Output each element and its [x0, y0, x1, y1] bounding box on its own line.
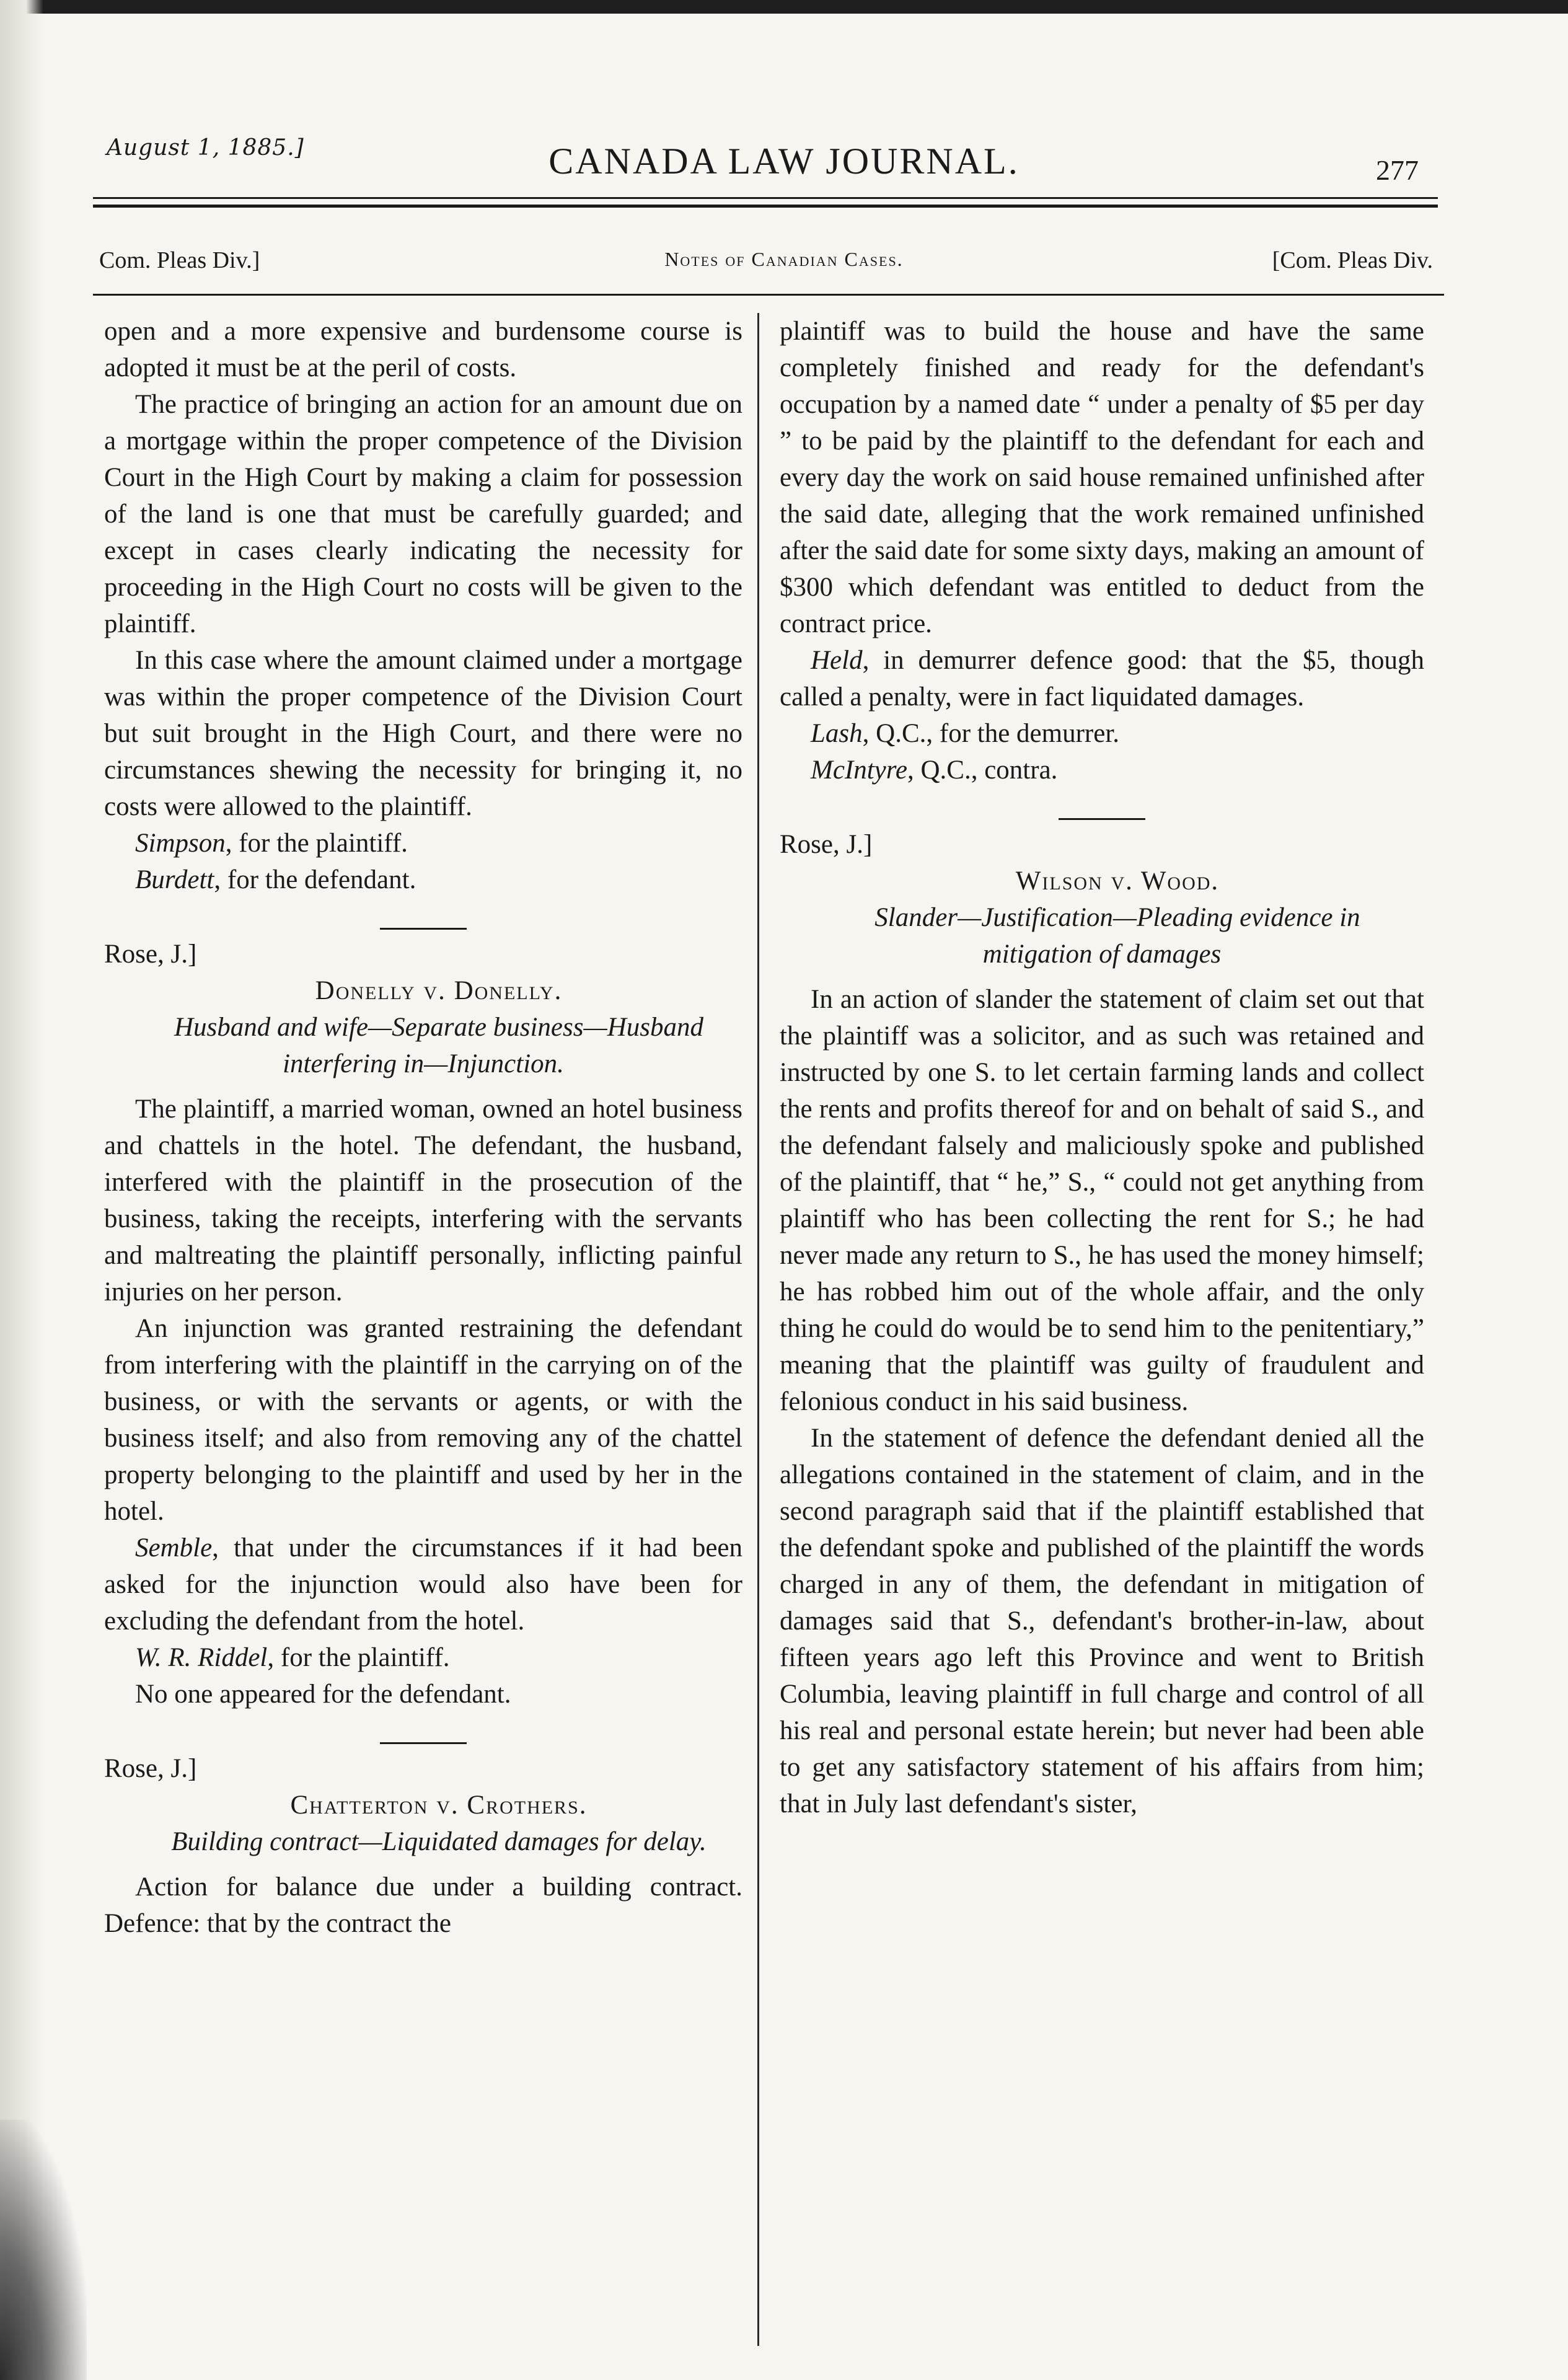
- section-title: Notes of Canadian Cases.: [664, 248, 904, 270]
- case-separator: [380, 928, 467, 930]
- counsel-name: McIntyre: [811, 756, 907, 785]
- page-number: 277: [1376, 154, 1419, 186]
- right-column: [780, 313, 1424, 1822]
- paragraph: plaintiff was to build the house and have the same completely finished and ready for the defendant's occupation by a named date “ under a penalty of $5 per day ” to be paid by the plaintiff to the defendant for each and every day the work on said house remained unfinished after the said date, alleging that the work remained unfinished after the said date for some sixty days, making an amount of $300 which defendant was entitled to deduct from the contract price.: [780, 317, 1424, 638]
- left-column: [104, 313, 742, 1942]
- counsel-line: Lash, Q.C., for the demurrer.: [811, 719, 1120, 748]
- subheader-rule: [93, 294, 1444, 296]
- counsel-line: Burdett, for the defendant.: [135, 865, 416, 894]
- case-separator: [1059, 818, 1145, 820]
- paragraph: The practice of bringing an action for an amount due on a mortgage within the proper competence of the Division Court in the High Court by making a claim for possession of the land is one that must be carefully guarded; and except in cases clearly indicating the necessity for proceeding in the High Court no costs will be given to the plaintiff.: [104, 390, 742, 638]
- division-tag-left: Com. Pleas Div.]: [99, 247, 260, 273]
- paragraph: Held, in demurrer defence good: that the $5, though called a penalty, were in fact liquidated damages.: [780, 646, 1424, 712]
- counsel-line: McIntyre, Q.C., contra.: [811, 756, 1058, 785]
- scan-corner-shadow: [0, 2120, 87, 2380]
- column-divider: [757, 313, 759, 2346]
- counsel-line: Simpson, for the plaintiff.: [135, 829, 408, 858]
- paragraph: In an action of slander the statement of claim set out that the plaintiff was a solicitor, and as such was retained and instructed by one S. to let certain farming lands and collect the rents and profits thereof for and on behalt of said S., and the defendant falsely and maliciously spoke and published of the plaintiff, that “ he,” S., “ could not get anything from plaintiff who has been collecting the rent for S.; he had never made any return to S., he has used the money himself; he has robbed him out of the whole affair, and the only thing he could do would be to send him to the penitentiary,” meaning that the plaintiff was guilty of fraudulent and felonious conduct in his said business.: [780, 985, 1424, 1416]
- counsel-name: Simpson: [135, 829, 226, 858]
- counsel-name: Lash: [811, 719, 863, 748]
- paragraph: Action for balance due under a building contract. Defence: that by the contract the: [104, 1872, 742, 1938]
- counsel-name: Burdett: [135, 865, 214, 894]
- case-subtitle: Slander—Justification—Pleading evidence in mitigation of damages: [874, 903, 1360, 969]
- paragraph: open and a more expensive and burdensome course is adopted it must be at the peril of costs.: [104, 317, 742, 382]
- case-title: Donelly v. Donelly.: [315, 976, 563, 1005]
- case-subtitle: Husband and wife—Separate business—Husband interfering in—Injunction.: [174, 1013, 704, 1078]
- counsel-line: No one appeared for the defendant.: [135, 1680, 511, 1709]
- paragraph: Semble, that under the circumstances if it had been asked for the injunction would also have been for excluding the defendant from the hotel.: [104, 1533, 742, 1636]
- paragraph: In this case where the amount claimed under a mortgage was within the proper competence of the Division Court but suit brought in the High Court, and there were no circumstances shewing the necessity for bringing it, no costs were allowed to the plaintiff.: [104, 646, 742, 821]
- issue-date: August 1, 1885.]: [107, 135, 304, 161]
- judge-heading: Rose, J.]: [104, 1754, 197, 1783]
- header-rule-top: [93, 197, 1438, 199]
- case-title: Wilson v. Wood.: [1015, 866, 1220, 896]
- counsel-line: W. R. Riddel, for the plaintiff.: [135, 1643, 450, 1672]
- case-separator: [380, 1742, 467, 1744]
- case-subtitle: Building contract—Liquidated damages for delay.: [171, 1827, 707, 1856]
- paragraph: In the statement of defence the defendant denied all the allegations contained in the statement of claim, and in the second paragraph said that if the plaintiff established that the defendant spoke and published of the plaintiff the words charged in any of them, the defendant in mitigation of damages said that S., defendant's brother-in-law, about fifteen years ago left this Province and went to British Columbia, leaving plaintiff in full charge and control of all his real and personal estate herein; but never had been able to get any satisfactory statement of his affairs from him; that in July last defendant's sister,: [780, 1424, 1424, 1818]
- journal-title: CANADA LAW JOURNAL.: [548, 141, 1020, 182]
- judge-heading: Rose, J.]: [104, 940, 197, 969]
- scan-top-border: [0, 0, 1568, 14]
- counsel-name: W. R. Riddel: [135, 1643, 268, 1672]
- header-rule-bottom: [93, 205, 1438, 208]
- division-tag-right: [Com. Pleas Div.: [1272, 247, 1433, 273]
- judge-heading: Rose, J.]: [780, 830, 873, 859]
- paragraph: An injunction was granted restraining the defendant from interfering with the plaintiff in the carrying on of the business, or with the servants or agents, or with the business itself; and also from removing any of the chattel property belonging to the plaintiff and used by her in the hotel.: [104, 1314, 742, 1526]
- case-title: Chatterton v. Crothers.: [290, 1791, 588, 1820]
- scan-left-edge: [0, 0, 43, 2380]
- paragraph: The plaintiff, a married woman, owned an hotel business and chattels in the hotel. The defendant, the husband, interfered with the plaintiff in the prosecution of the business, taking the receipts, interfering with the servants and maltreating the plaintiff personally, inflicting painful injuries on her person.: [104, 1095, 742, 1307]
